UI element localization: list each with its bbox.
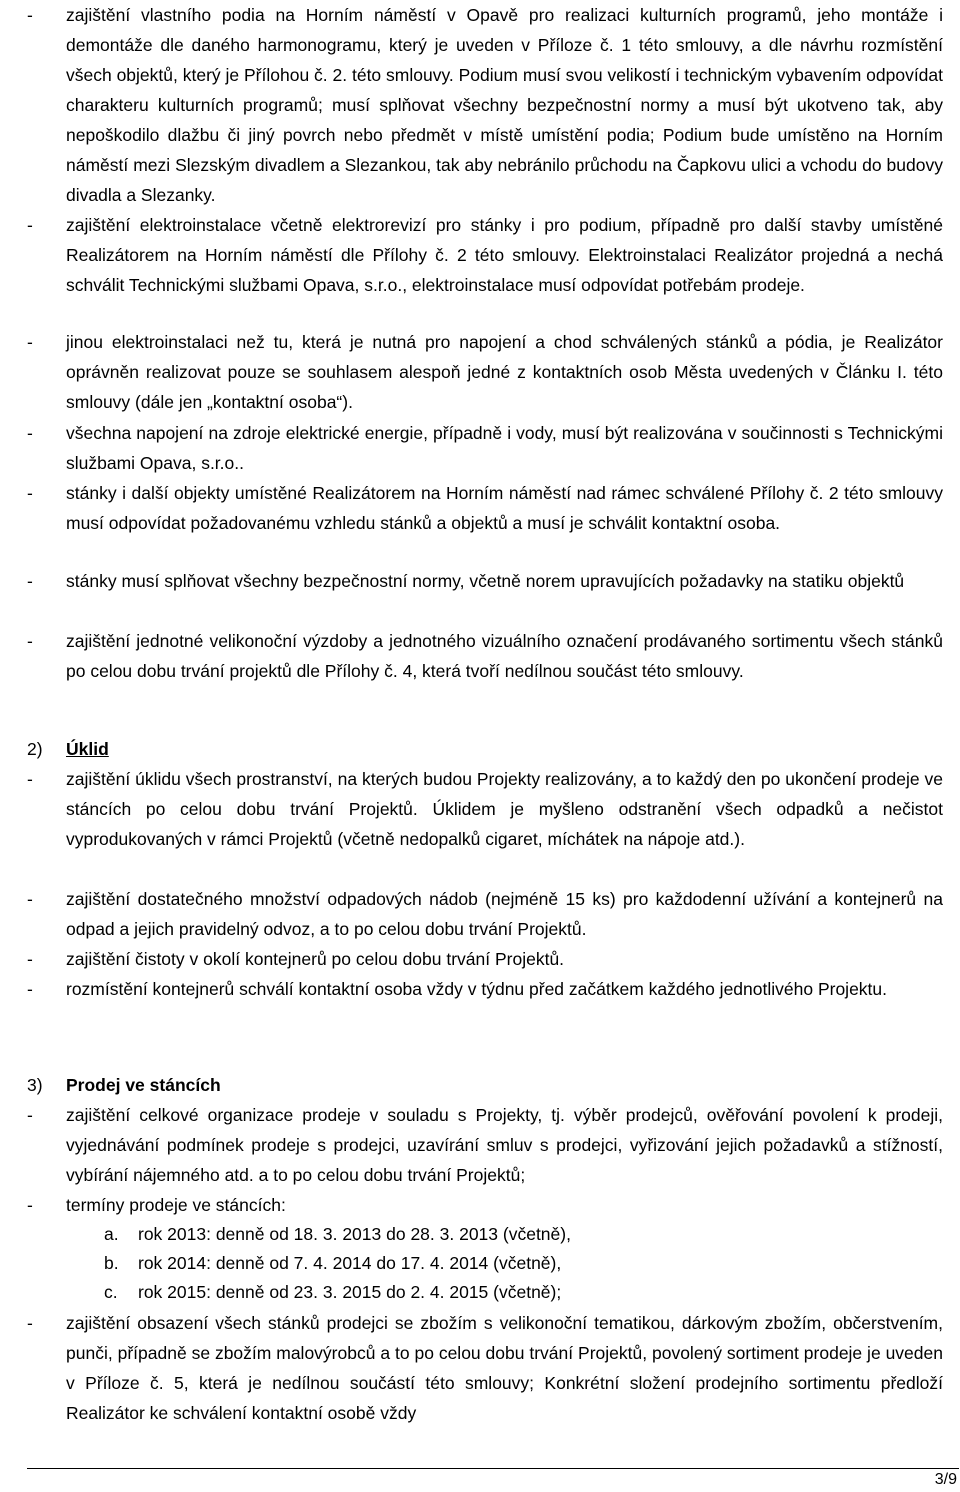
date-text: rok 2013: denně od 18. 3. 2013 do 28. 3. 2013 (včetně), bbox=[138, 1224, 571, 1244]
bullet-dash: - bbox=[27, 949, 33, 969]
date-letter: c. bbox=[104, 1282, 118, 1302]
bullet-dash: - bbox=[27, 332, 33, 352]
section-heading bbox=[27, 1070, 221, 1100]
bullet-dash: - bbox=[27, 1313, 33, 1333]
list-item: jinou elektroinstalaci než tu, která je nutná pro napojení a chod schválených stánků a pódia, je Realizátor oprávněn realizovat pouze se souhlasem alespoň jedné z kontaktních osob Města uvedených v Článku I. této smlouvy (dále jen „kontaktní osoba“). bbox=[66, 332, 943, 412]
section-heading bbox=[27, 734, 109, 764]
bullet-dash: - bbox=[27, 1105, 33, 1125]
bullet-dash: - bbox=[27, 571, 33, 591]
bullet-dash: - bbox=[27, 979, 33, 999]
list-item: všechna napojení na zdroje elektrické energie, případně i vody, musí být realizována v součinnosti s Technickými službami Opava, s.r.o.. bbox=[66, 423, 943, 473]
list-item: zajištění dostatečného množství odpadových nádob (nejméně 15 ks) pro každodenní užívání a kontejnerů na odpad a jejich pravidelný odvoz, a to po celou dobu trvání Projektů. bbox=[66, 889, 943, 939]
page-number: 3/9 bbox=[934, 1471, 957, 1488]
date-item bbox=[104, 1277, 561, 1307]
list-item: stánky i další objekty umístěné Realizátorem na Horním náměstí nad rámec schválené Přílohy č. 2 této smlouvy musí odpovídat požadovanému vzhledu stánků a objektů a musí je schválit kontaktní osoba. bbox=[66, 483, 943, 533]
list-item: zajištění úklidu všech prostranství, na kterých budou Projekty realizovány, a to každý den po ukončení prodeje ve stáncích po celou dobu trvání Projektů. Úklidem je myšleno odstranění všech odpadků a nečistot vyprodukovaných v rámci Projektů (včetně nedopalků cigaret, míchátek na nápoje atd.). bbox=[66, 769, 943, 849]
date-item bbox=[104, 1248, 561, 1278]
list-item: zajištění vlastního podia na Horním náměstí v Opavě pro realizaci kulturních programů, jeho montáže i demontáže dle daného harmonogramu, který je uveden v Příloze č. 1 této smlouvy, a dle návrhu rozmístění všech objektů, který je Přílohou č. 2. této smlouvy. Podium musí svou velikostí i technickým vybavením odpovídat charakteru kulturních programů; musí splňovat všechny bezpečnostní normy a musí být ukotveno tak, aby nepoškodilo dlažbu či jiný povrch nebo předmět v místě umístění podia; Podium bude umístěno na Horním náměstí mezi Slezským divadlem a Slezankou, tak aby nebránilo průchodu na Čapkovu ulici a vchodu do budovy divadla a Slezanky. bbox=[66, 5, 944, 205]
list-item: zajištění elektroinstalace včetně elektrorevizí pro stánky i pro podium, případně pro další stavby umístěné Realizátorem na Horním náměstí dle Přílohy č. 2 této smlouvy. Elektroinstalaci Realizátor projedná a nechá schválit Technickými službami Opava, s.r.o., elektroinstalace musí odpovídat potřebám prodeje. bbox=[66, 215, 943, 295]
list-item: stánky musí splňovat všechny bezpečnostní normy, včetně norem upravujících požadavky na statiku objektů bbox=[66, 571, 905, 591]
bullet-dash: - bbox=[27, 889, 33, 909]
list-item: zajištění obsazení všech stánků prodejci se zbožím s velikonoční tematikou, dárkovým zbožím, občerstvením, punči, případně se zbožím malovýrobců a to po celou dobu trvání Projektů, povolený sortiment prodeje je uveden v Příloze č. 5, která je nedílnou součástí této smlouvy; Konkrétní složení prodejního sortimentu předloží Realizátor ke schválení kontaktní osobě vždy bbox=[66, 1313, 943, 1423]
section-title: Prodej ve stáncích bbox=[66, 1075, 221, 1095]
date-item bbox=[104, 1219, 571, 1249]
bullet-dash: - bbox=[27, 423, 33, 443]
bullet-dash: - bbox=[27, 1195, 33, 1215]
list-item: zajištění celkové organizace prodeje v souladu s Projekty, tj. výběr prodejců, ověřování povolení k prodeji, vyjednávání podmínek prodeje s prodejci, uzavírání smluv s prodejci, vyřizování jejich požadavků a stížností, vybírání nájemného atd. a to po celou dobu trvání Projektů; bbox=[66, 1105, 943, 1185]
bullet-dash: - bbox=[27, 769, 33, 789]
list-item: zajištění čistoty v okolí kontejnerů po celou dobu trvání Projektů. bbox=[66, 949, 565, 969]
bullet-dash: - bbox=[27, 215, 33, 235]
bullet-dash: - bbox=[27, 5, 33, 25]
date-letter: b. bbox=[104, 1253, 119, 1273]
date-text: rok 2014: denně od 7. 4. 2014 do 17. 4. 2014 (včetně), bbox=[138, 1253, 562, 1273]
section-title: Úklid bbox=[66, 739, 109, 759]
list-item: zajištění jednotné velikonoční výzdoby a jednotného vizuálního označení prodávaného sortimentu všech stánků po celou dobu trvání projektů dle Přílohy č. 4, která tvoří nedílnou součást této smlouvy. bbox=[66, 631, 943, 681]
footer-divider bbox=[27, 1468, 959, 1469]
bullet-dash: - bbox=[27, 483, 33, 503]
date-letter: a. bbox=[104, 1224, 119, 1244]
list-item: rozmístění kontejnerů schválí kontaktní osoba vždy v týdnu před začátkem každého jednotlivého Projektu. bbox=[66, 979, 888, 999]
section-number: 3) bbox=[27, 1075, 43, 1095]
bullet-dash: - bbox=[27, 631, 33, 651]
date-text: rok 2015: denně od 23. 3. 2015 do 2. 4. 2015 (včetně); bbox=[138, 1282, 562, 1302]
list-item: termíny prodeje ve stáncích: bbox=[66, 1195, 286, 1215]
section-number: 2) bbox=[27, 739, 43, 759]
